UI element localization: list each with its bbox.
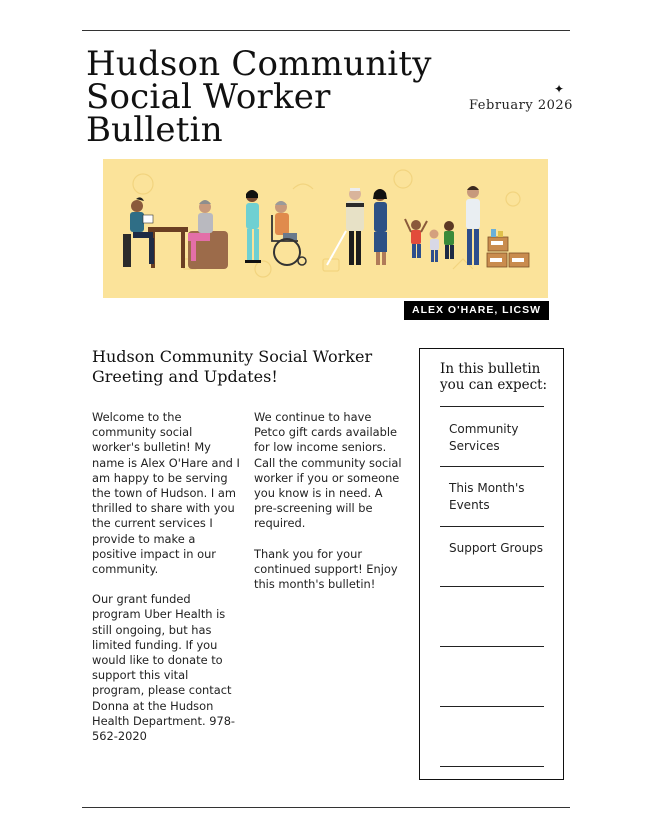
bottom-rule [82,807,570,808]
contents-title: In this bulletin you can expect: [440,361,548,393]
contents-item-community-services[interactable]: Community Services [449,422,519,453]
volunteer-figure [466,186,480,265]
paragraph: Our grant funded program Uber Health is still ongoing, but has limited funding. If you would like to donate to support this vital program, please contact Donna at the Hudson Health Department. 978-562-2020 [92,592,236,744]
paragraph: We continue to have Petco gift cards available for low income seniors. Call the community social worker if you or someone you know is in need. A pre-screening will be required. [254,410,402,531]
sparkle-icon: ✦ [554,82,565,96]
tutor-figure [123,197,188,268]
top-rule [82,30,570,31]
contents-item-events[interactable]: This Month's Events [449,481,525,512]
nurse-figure [245,190,261,263]
bulletin-contents-box [419,348,564,780]
helper-figure [373,189,387,265]
divider [440,706,544,707]
elder-reading-figure [188,200,228,269]
bulletin-date: February 2026 [469,98,573,113]
divider [440,526,544,527]
divider [440,646,544,647]
social-services-illustration [103,159,548,298]
banner-illustration [103,159,548,298]
wheelchair-figure [272,201,306,265]
paragraph: Welcome to the community social worker's bulletin! My name is Alex O'Hare and I am happy to be serving the town of Hudson. I am thrilled to share with you the current services I provide to make a positive impact in our community. [92,410,240,577]
article-column-right [254,410,404,607]
bulletin-title: Hudson Community Social Worker Bulletin [86,44,432,150]
article-column-left [92,410,242,759]
paragraph: Thank you for your continued support! Enjoy this month's bulletin! [254,546,398,592]
children-figures [405,219,454,262]
elder-with-cane-figure [327,188,364,265]
donation-boxes [487,229,529,267]
author-tag: ALEX O'HARE, LICSW [404,301,549,320]
divider [440,586,544,587]
divider [440,406,544,407]
divider [440,766,544,767]
divider [440,466,544,467]
contents-item-support-groups[interactable]: Support Groups [449,541,544,555]
article-heading: Hudson Community Social Worker Greeting and Updates! [92,347,373,386]
